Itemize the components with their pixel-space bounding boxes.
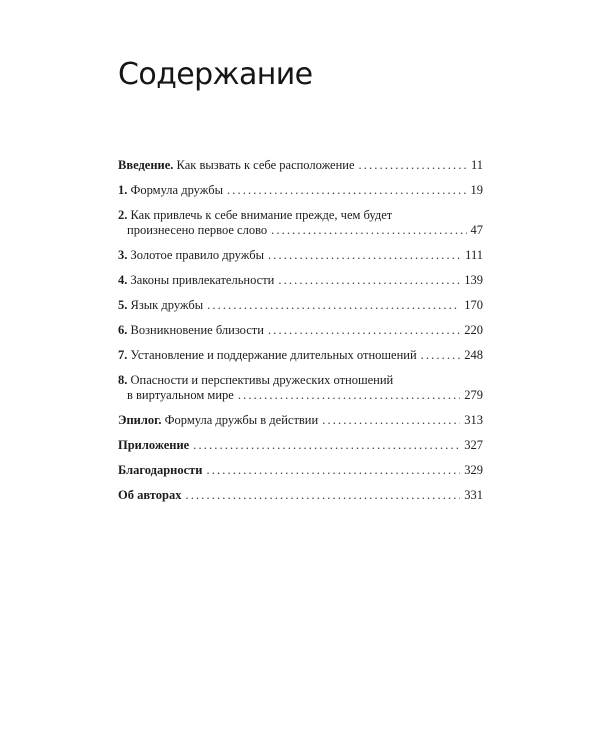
page-title: Содержание <box>118 57 313 92</box>
toc-page-number: 331 <box>464 488 483 502</box>
dot-leader <box>238 388 460 403</box>
dot-leader <box>359 158 467 173</box>
dot-leader <box>268 248 461 263</box>
toc-entry-title: Приложение <box>118 438 190 452</box>
toc-entry-title: Возникновение близости <box>130 323 264 337</box>
toc-page-number: 327 <box>464 438 483 452</box>
toc-entry-number: 2. <box>118 208 128 222</box>
toc-entry-appendix <box>118 438 483 453</box>
toc-entry-title-line-1: Как привлечь к себе внимание прежде, чем будет <box>130 208 393 222</box>
dot-leader <box>271 223 466 238</box>
toc-entry-chapter-8 <box>118 373 483 403</box>
toc-entry-title: Об авторах <box>118 488 182 502</box>
dot-leader <box>193 438 460 453</box>
toc-entry-number: 1. <box>118 183 128 197</box>
toc-entry-chapter-3 <box>118 248 483 263</box>
toc-entry-chapter-5 <box>118 298 483 313</box>
table-of-contents <box>118 158 483 513</box>
toc-entry-prefix: Эпилог. <box>118 413 162 427</box>
toc-page-number: 170 <box>464 298 483 312</box>
toc-page-number: 111 <box>465 248 483 262</box>
toc-entry-title: Установление и поддержание длительных отношений <box>130 348 417 362</box>
toc-entry-chapter-7 <box>118 348 483 363</box>
toc-entry-number: 6. <box>118 323 128 337</box>
toc-entry-number: 7. <box>118 348 128 362</box>
toc-entry-epilogue <box>118 413 483 428</box>
dot-leader <box>227 183 467 198</box>
toc-entry-title: Язык дружбы <box>130 298 204 312</box>
toc-entry-chapter-1 <box>118 183 483 198</box>
toc-entry-chapter-6 <box>118 323 483 338</box>
toc-entry-number: 8. <box>118 373 128 387</box>
dot-leader <box>268 323 460 338</box>
toc-entry-introduction <box>118 158 483 173</box>
dot-leader <box>278 273 460 288</box>
toc-entry-number: 4. <box>118 273 128 287</box>
toc-entry-title: Формула дружбы в действии <box>164 413 319 427</box>
toc-page-number: 11 <box>470 158 483 172</box>
toc-entry-title: Золотое правило дружбы <box>130 248 264 262</box>
toc-entry-title: Формула дружбы <box>130 183 223 197</box>
toc-entry-number: 3. <box>118 248 128 262</box>
toc-page-number: 220 <box>464 323 483 337</box>
toc-page-number: 248 <box>464 348 483 362</box>
toc-page-number: 279 <box>464 388 483 402</box>
dot-leader <box>185 488 460 503</box>
toc-entry-number: 5. <box>118 298 128 312</box>
toc-entry-title-line-1: Опасности и перспективы дружеских отношений <box>130 373 394 387</box>
toc-page-number: 139 <box>464 273 483 287</box>
toc-entry-prefix: Введение. <box>118 158 174 172</box>
toc-entry-chapter-4 <box>118 273 483 288</box>
toc-entry-title-line-2: в виртуальном мире <box>127 388 234 402</box>
toc-entry-acknowledgements <box>118 463 483 478</box>
dot-leader <box>207 463 461 478</box>
toc-page-number: 47 <box>470 223 483 237</box>
dot-leader <box>322 413 460 428</box>
toc-entry-chapter-2 <box>118 208 483 238</box>
toc-entry-about-authors <box>118 488 483 503</box>
toc-entry-title: Благодарности <box>118 463 203 477</box>
toc-page-number: 313 <box>464 413 483 427</box>
toc-entry-title: Как вызвать к себе расположение <box>176 158 355 172</box>
toc-entry-title: Законы привлекательности <box>130 273 275 287</box>
toc-entry-title-line-2: произнесено первое слово <box>127 223 268 237</box>
dot-leader <box>207 298 460 313</box>
toc-page-number: 19 <box>470 183 483 197</box>
toc-page-number: 329 <box>464 463 483 477</box>
dot-leader <box>421 348 461 363</box>
